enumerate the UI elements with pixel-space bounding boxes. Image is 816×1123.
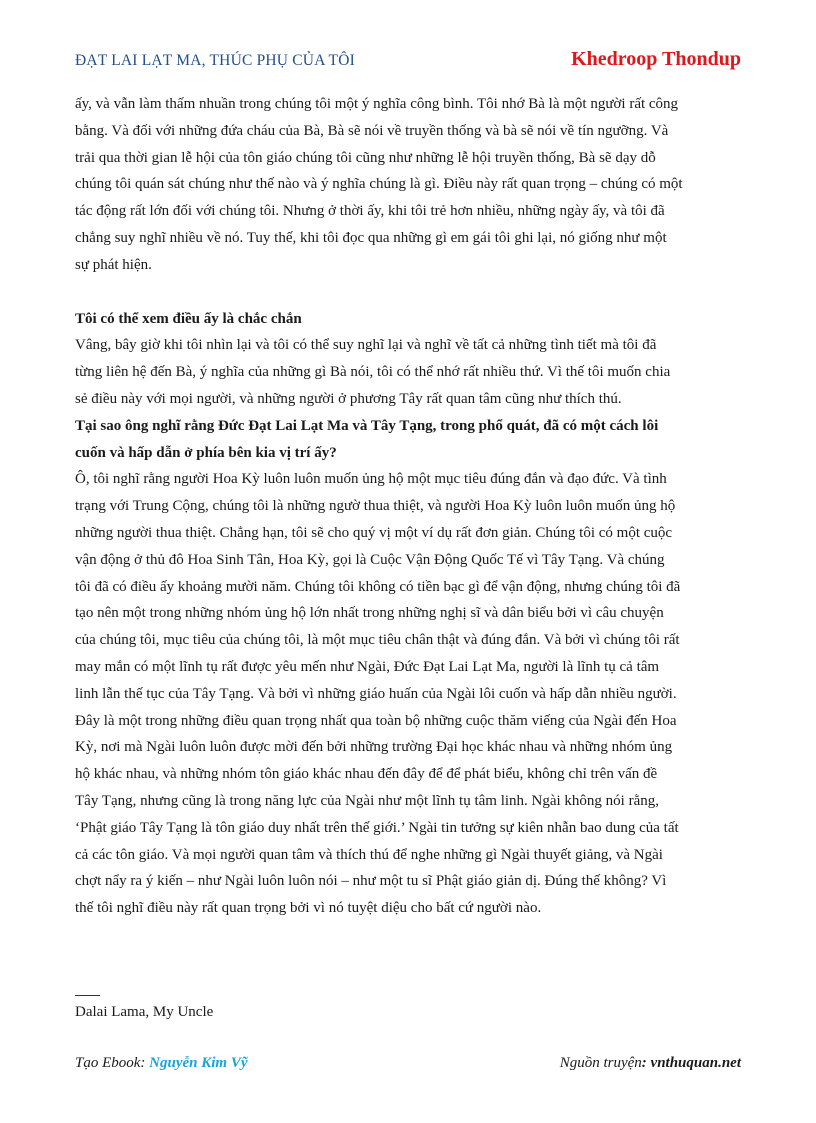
text-line: cả các tôn giáo. Và mọi người quan tâm và thích thú để nghe những gì Ngài thuyết giảng, và Ngài [75,846,663,863]
heading-line: Tại sao ông nghĩ rằng Đức Đạt Lai Lạt Ma và Tây Tạng, trong phổ quát, đã có một cách lôi [75,417,659,434]
paragraph-2 [75,332,741,412]
ebook-credit [75,1055,248,1072]
text-line: hộ khác nhau, và những nhóm tôn giáo khác nhau đến đây để để phát biểu, không chỉ trên vấn đề [75,766,658,783]
text-line: tác động rất lớn đối với chúng tôi. Nhưng ở thời ấy, khi tôi trẻ hơn nhiều, những ngày ấy, và tôi đã [75,203,665,220]
book-title: ĐẠT LAI LẠT MA, THÚC PHỤ CỦA TÔI [75,52,355,69]
author-name: Khedroop Thondup [571,48,741,70]
source-credit [560,1055,741,1072]
text-line: Đây là một trong những điều quan trọng nhất qua toàn bộ những cuộc thăm viếng của Ngài đến Hoa [75,712,677,729]
text-line: linh lẫn thế tục của Tây Tạng. Và bởi vì những giáo huấn của Ngài lôi cuốn và hấp dẫn nhiều người. [75,685,677,702]
text-line: tạo nên một trong những nhóm ủng hộ lớn nhất trong những nghị sĩ và dân biểu bởi vì câu chuyện [75,605,664,622]
footnote-divider [75,995,100,996]
ebook-creator-name: Nguyễn Kim Vỹ [149,1055,248,1071]
ebook-credit-label: Tạo Ebook [75,1055,141,1071]
page-header [75,48,741,78]
text-line: ‘Phật giáo Tây Tạng là tôn giáo duy nhất trên thế giới.’ Ngài tin tưởng sự kiên nhẫn bao dung của tất [75,819,679,836]
heading-line: cuốn và hấp dẫn ở phía bên kia vị trí ấy? [75,444,337,461]
text-line: bằng. Và đối với những đứa cháu của Bà, Bà sẽ nói về truyền thống và bà sẽ nói về tín ngưỡng. Và [75,122,669,139]
text-line: từng liên hệ đến Bà, ý nghĩa của những gì Bà nói, tôi có thể nhớ rất nhiều thứ. Vì thế tôi muốn chia [75,364,671,381]
text-line: trải qua thời gian lễ hội của tôn giáo chúng tôi cũng như những lễ hội truyền thống, Bà sẽ dạy dỗ [75,149,656,166]
text-line: trạng với Trung Cộng, chúng tôi là những ngườ thua thiệt, và người Hoa Kỳ luôn luôn muốn ủng hộ [75,498,676,515]
paragraph-1 [75,91,741,279]
text-line: sẻ điều này với mọi người, và những người ở phương Tây rất quan tâm cũng như thích thú. [75,390,622,407]
main-content [75,91,741,922]
text-line: Ô, tôi nghĩ rằng người Hoa Kỳ luôn luôn muốn ủng hộ một mục tiêu đúng đắn và đạo đức. Và tình [75,471,667,488]
text-line: Tây Tạng, nhưng cũng là trong năng lực của Ngài như một lĩnh tụ tâm linh. Ngài không nói rằng, [75,792,660,809]
text-line: chúng tôi quán sát chúng như thế nào và ý nghĩa chúng là gì. Điều này rất quan trọng – chúng có một [75,176,683,193]
paragraph-3 [75,466,741,922]
text-line: sự phát hiện. [75,256,152,273]
text-line: Kỳ, nơi mà Ngài luôn luôn được mời đến bởi những trường Đại học khác nhau và những nhóm ủng [75,739,673,756]
separator: : [641,1055,651,1071]
separator: : [140,1055,150,1071]
source-site: vnthuquan.net [650,1055,741,1071]
text-line: thế tôi nghĩ điều này rất quan trọng bởi vì nó tuyệt diệu cho bất cứ người nào. [75,900,542,917]
text-line: tôi đã có điều ấy khoảng mười năm. Chúng tôi không có tiền bạc gì để vận động, nhưng chúng tôi đã [75,578,681,595]
text-line: Vâng, bây giờ khi tôi nhìn lại và tôi có thể suy nghĩ lại và nghĩ về tất cả những tình tiết mà tôi đã [75,337,657,354]
footnote-text: Dalai Lama, My Uncle [75,1004,214,1020]
source-label: Nguồn truyện [559,1055,642,1071]
text-line: vận động ở thủ đô Hoa Sinh Tân, Hoa Kỳ, gọi là Cuộc Vận Động Quốc Tế vì Tây Tạng. Và chúng [75,551,665,568]
question-heading [75,413,741,467]
text-line: những người thua thiệt. Chẳng hạn, tôi sẽ cho quý vị một ví dụ rất đơn giản. Chúng tôi có một cuộc [75,524,673,541]
section-heading: Tôi có thể xem điều ấy là chắc chắn [75,310,302,327]
text-line: của chúng tôi, mục tiêu của chúng tôi, là một mục tiêu chân thật và đúng đắn. Và bởi vì chúng tôi rất [75,632,680,649]
text-line: ấy, và vẫn làm thấm nhuần trong chúng tôi một ý nghĩa công bình. Tôi nhớ Bà là một người rất công [75,96,679,112]
text-line: chẳng suy nghĩ nhiều về nó. Tuy thế, khi tôi đọc qua những gì em gái tôi ghi lại, nó giống như một [75,229,667,246]
text-line: chợt nẩy ra ý kiến – như Ngài luôn luôn nói – như một tu sĩ Phật giáo giản dị. Đúng thế không? Vì [75,873,667,890]
text-line: may mắn có một lĩnh tụ rất được yêu mến như Ngài, Đức Đạt Lai Lạt Ma, người là lĩnh tụ cả tâm [75,658,660,675]
